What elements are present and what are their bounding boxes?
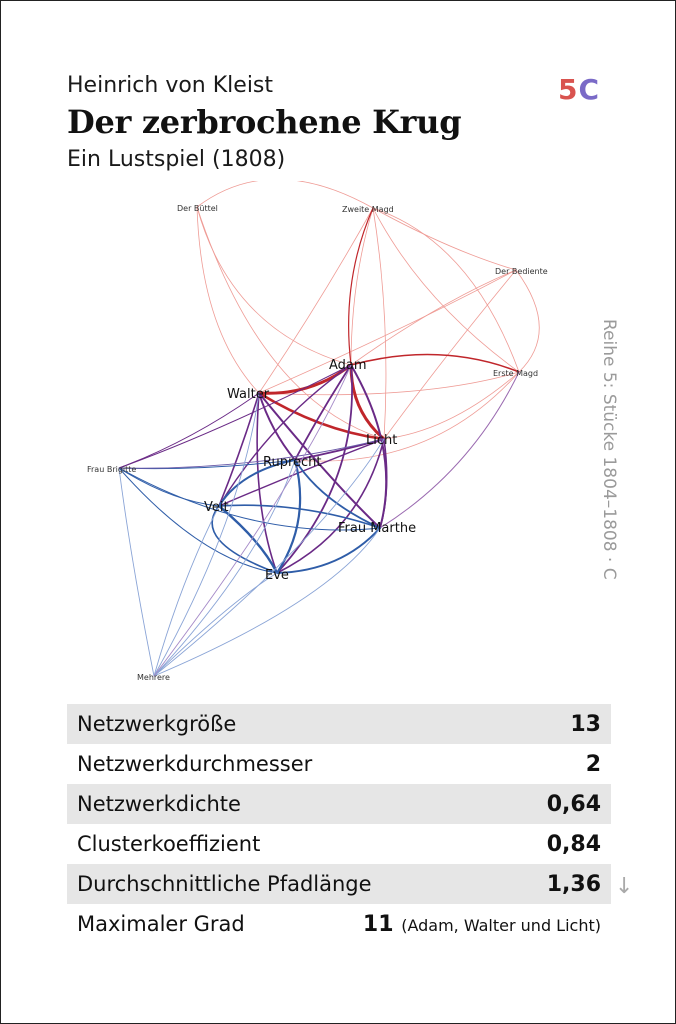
stat-label: Maximaler Grad	[77, 912, 245, 936]
node-walter: Walter	[227, 387, 270, 402]
stat-row-density	[67, 784, 611, 824]
series-label: Reihe 5: Stücke 1804–1808 · C	[599, 319, 619, 580]
stats-table	[67, 704, 611, 944]
character-network	[1, 181, 601, 691]
stat-value: 11	[362, 911, 394, 937]
stat-label: Netzwerkdichte	[77, 792, 241, 816]
play-title: Der zerbrochene Krug	[67, 103, 462, 141]
stat-row-path-length	[67, 864, 611, 904]
node-ruprecht: Ruprecht	[263, 455, 322, 470]
node-frau-marthe: Frau Marthe	[338, 521, 417, 536]
play-subtitle: Ein Lustspiel (1808)	[67, 147, 286, 172]
node-eve: Eve	[265, 568, 289, 583]
stat-row-max-degree	[67, 904, 611, 944]
node-frau-brigitte: Frau Brigitte	[87, 465, 137, 474]
stat-label: Clusterkoeffizient	[77, 832, 261, 856]
node-mehrere: Mehrere	[137, 673, 170, 682]
node-licht: Licht	[366, 433, 398, 448]
node-der-bediente: Der Bediente	[495, 267, 548, 276]
stat-label: Durchschnittliche Pfadlänge	[77, 872, 372, 896]
stat-value-with-note	[363, 912, 601, 937]
arrow-down-icon: ↓	[615, 874, 634, 899]
stat-row-size	[67, 704, 611, 744]
stat-label: Netzwerkgröße	[77, 712, 237, 736]
badge-number: 5	[558, 73, 579, 106]
node-der-buettel: Der Büttel	[177, 204, 218, 213]
node-zweite-magd: Zweite Magd	[342, 205, 394, 214]
stat-value: 0,64	[546, 791, 601, 817]
node-adam: Adam	[329, 358, 367, 373]
node-erste-magd: Erste Magd	[493, 369, 539, 378]
peripheral-edges-red	[197, 181, 539, 461]
stat-value: 1,36	[546, 871, 601, 897]
node-labels	[87, 204, 548, 682]
stat-value: 2	[585, 751, 601, 777]
badge-letter: C	[578, 73, 601, 106]
stat-note: (Adam, Walter und Licht)	[401, 915, 601, 935]
core-edges-red	[259, 208, 519, 439]
stat-row-clustering	[67, 824, 611, 864]
stat-value: 13	[570, 711, 601, 737]
node-veit: Veit	[204, 500, 229, 515]
stat-row-diameter	[67, 744, 611, 784]
author-name: Heinrich von Kleist	[67, 73, 274, 98]
stat-label: Netzwerkdurchmesser	[77, 752, 313, 776]
series-badge	[558, 73, 600, 106]
stat-value: 0,84	[546, 831, 601, 857]
